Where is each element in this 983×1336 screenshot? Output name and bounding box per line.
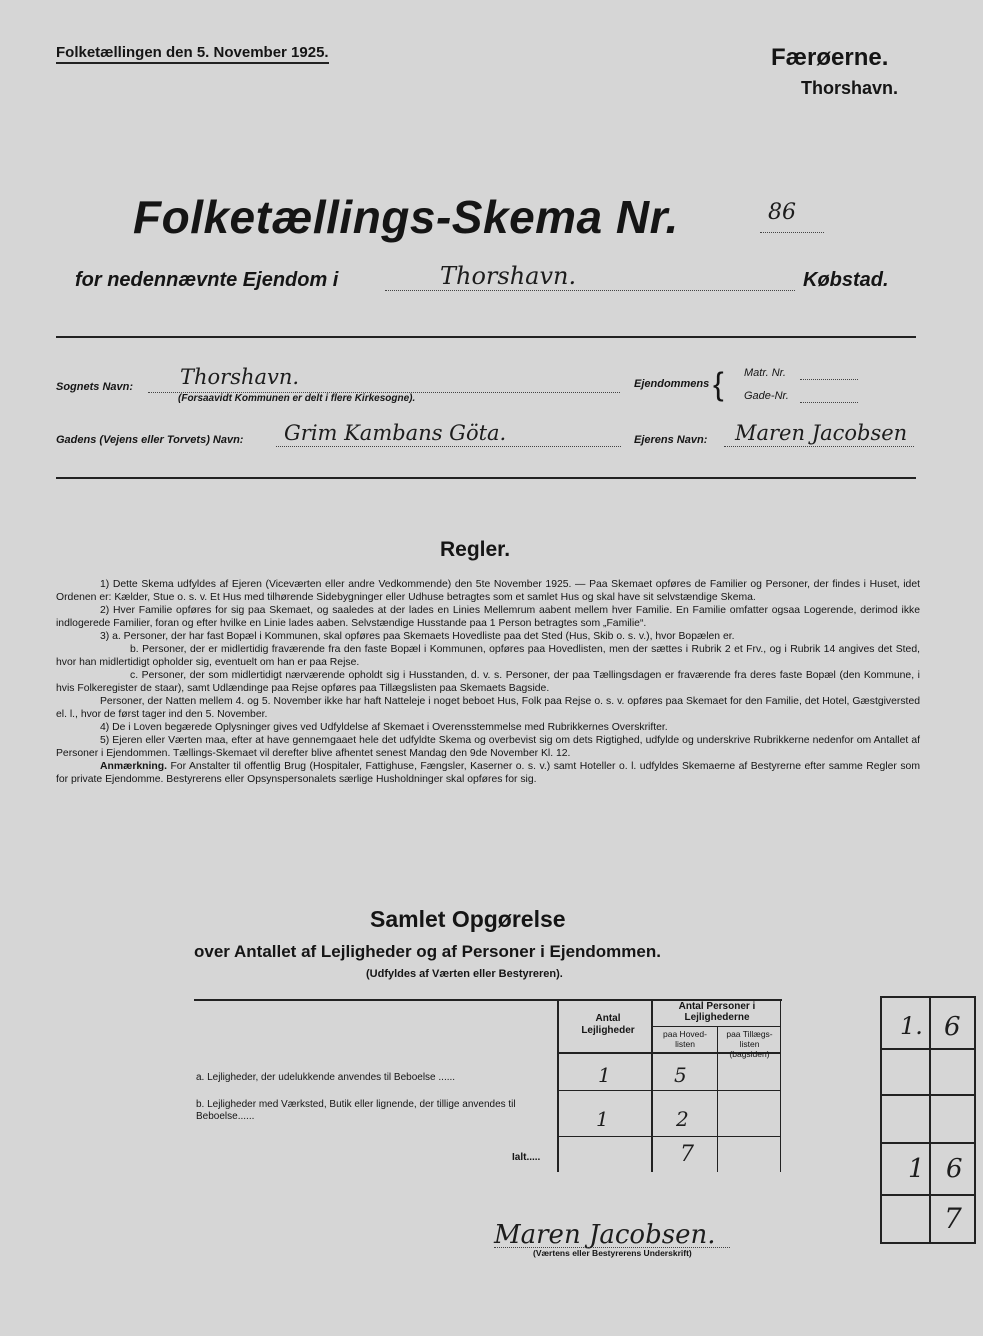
- owner-label: Ejerens Navn:: [634, 434, 708, 446]
- form-title: Folketællings-Skema Nr.: [133, 191, 679, 243]
- signature-value: Maren Jacobsen.: [494, 1220, 716, 1250]
- a-main-value: 5: [674, 1063, 687, 1087]
- table-header-sub-line: [653, 1026, 781, 1027]
- street-value: Grim Kambans Göta.: [284, 421, 507, 445]
- side-box-row-1: [880, 1048, 976, 1050]
- rule-3d: Personer, der Natten mellem 4. og 5. November ikke har haft Natteleje i noget beboet Hus, Folk paa Rejse o. s. v. opføres paa Skemaet for den Familie, det Hotel, Gæstgiversted el. l., hvor de først tager ind den 5. November.: [56, 696, 920, 720]
- col-main-header: paa Hoved-listen: [663, 1029, 707, 1049]
- subtitle-suffix: Købstad.: [803, 269, 889, 291]
- rule-4: 4) De i Loven begærede Oplysninger gives ved Udfyldelse af Skemaet i Overensstemmelse med Rubrikkernes Overskrifter.: [100, 722, 668, 733]
- side-value-2b: 6: [946, 1154, 963, 1184]
- matr-label: Matr. Nr.: [744, 367, 786, 379]
- side-value-1a: 1.: [900, 1012, 923, 1040]
- side-box-row-3: [880, 1142, 976, 1144]
- property-label: Ejendommens: [634, 378, 710, 390]
- table-col-divider-1: [557, 1000, 559, 1172]
- rule-2: 2) Hver Familie opføres for sig paa Skemaet, og saaledes at der lades en Linies Mellemrum aabent mellem hver Familie. En Familie omfatter ogsaa Logerende, derimod ikke indlogerede Familier, foran og efter hvilke en Linie lades aaben. Selvstændige Husstande paa 1 Person betragtes som „Familie“.: [56, 605, 920, 629]
- rules-heading: Regler.: [440, 538, 511, 561]
- rule-note: [56, 760, 920, 786]
- col-persons-header: Antal Personer i Lejlighederne: [678, 1001, 756, 1023]
- city-label: Thorshavn.: [801, 78, 899, 98]
- row-a-label: a. Lejligheder, der udelukkende anvendes til Beboelse ......: [196, 1072, 456, 1083]
- a-apartments-value: 1: [598, 1063, 611, 1087]
- b-apartments-value: 1: [596, 1107, 609, 1131]
- rule-1: 1) Dette Skema udfyldes af Ejeren (Viceværten eller andre Vedkommende) den 5te November 1925. — Paa Skemaet opføres de Familier og Personer, der findes i Huset, idet Ordenen er: Kælder, Stue o. s. v. Et Hus med tilhørende Sidebygninger eller Udhuse betragtes som et samlet Hus og skal have sit selvstændige Skema.: [56, 579, 920, 603]
- table-row-line-2: [557, 1136, 781, 1137]
- side-value-2a: 1: [908, 1154, 925, 1184]
- table-row-line-1: [557, 1090, 781, 1091]
- side-box-row-4: [880, 1194, 976, 1196]
- total-main-value: 7: [680, 1142, 694, 1167]
- col-supp-header: paa Tillægs-listen (bagsiden): [726, 1029, 773, 1059]
- place-line: [385, 290, 795, 291]
- side-value-1b: 6: [944, 1012, 961, 1042]
- separator-bottom: [56, 477, 916, 479]
- region-label: Færøerne.: [771, 44, 889, 71]
- side-box-row-2: [880, 1094, 976, 1096]
- side-box-col-divider: [929, 996, 931, 1244]
- separator-top: [56, 336, 916, 338]
- owner-value: Maren Jacobsen: [735, 421, 908, 445]
- parish-label: Sognets Navn:: [56, 381, 134, 393]
- rule-3c: c. Personer, der som midlertidigt nærværende opholdt sig i Husstanden, d. v. s. Personer, der paa Tællingsdagen er fraværende fra deres faste Bopæl (den Kommune, i hvis Folkeregister de staar), samt Udlændinge paa Rejse opføres paa Tillægslisten paa Skemaets Bagside.: [56, 670, 920, 694]
- b-main-value: 2: [676, 1107, 689, 1131]
- summary-subtitle: over Antallet af Lejligheder og af Personer i Ejendommen.: [194, 942, 661, 961]
- street-line: [276, 446, 621, 447]
- subtitle-prefix: for nedennævnte Ejendom i: [75, 269, 339, 291]
- gade-label: Gade-Nr.: [744, 390, 789, 402]
- table-col-divider-3: [717, 1026, 718, 1172]
- summary-title: Samlet Opgørelse: [370, 906, 566, 932]
- property-brace: {: [713, 366, 724, 402]
- rules-text: [56, 578, 920, 786]
- census-title: Folketællingen den 5. November 1925.: [56, 44, 329, 64]
- matr-line: [800, 379, 858, 380]
- form-number: 86: [768, 200, 796, 225]
- signature-label: (Værtens eller Bestyrerens Underskrift): [533, 1248, 692, 1258]
- row-b-label: b. Lejligheder med Værksted, Butik eller lignende, der tillige anvendes til Beboelse......: [196, 1099, 516, 1122]
- rule-note-text: For Anstalter til offentlig Brug (Hospitaler, Fattighuse, Fængsler, Kaserner o. s. v.) samt Hoteller o. l. udfyldes Skemaerne af Bestyrerne efter samme Regler som for private Ejendomme. Bestyrerens eller Opsynspersonalets særlige Husholdninger skal opføres for sig.: [56, 761, 920, 785]
- rule-3b: b. Personer, der er midlertidig fraværende fra den faste Bopæl i Kommunen, opføres paa Hovedlisten, men der sættes i Rubrik 2 et Frv., og i Rubrik 14 angives det Sted, hvor han midlertidigt opholder sig, eventuelt om han er paa Rejse.: [56, 644, 920, 668]
- parish-note: (Forsaavidt Kommunen er delt i flere Kirkesogne).: [178, 393, 416, 404]
- gade-line: [800, 402, 858, 403]
- total-label: Ialt.....: [512, 1152, 541, 1163]
- summary-note: (Udfyldes af Værten eller Bestyreren).: [366, 968, 563, 980]
- place-value: Thorshavn.: [440, 262, 577, 290]
- col-apartments-header: Antal Lejligheder: [581, 1013, 635, 1036]
- street-label: Gadens (Vejens eller Torvets) Navn:: [56, 434, 244, 446]
- rule-note-label: Anmærkning.: [100, 761, 167, 772]
- rule-3a: 3) a. Personer, der har fast Bopæl i Kommunen, skal opføres paa Skemaets Hovedliste paa det Sted (Hus, Skib o. s. v.), hvor Bopælen er.: [100, 631, 735, 642]
- rule-5: 5) Ejeren eller Værten maa, efter at have gennemgaaet hele det udfyldte Skema og overbevist sig om dets Rigtighed, udfylde og underskrive Rubrikkerne nedenfor om Antallet af Personer i Ejendommen. Tællings-Skemaet vil derefter blive afhentet senest Mandag den 9de November Kl. 12.: [56, 735, 920, 759]
- owner-line: [724, 446, 914, 447]
- side-value-total: 7: [944, 1202, 962, 1235]
- form-number-line: [760, 232, 824, 233]
- parish-value: Thorshavn.: [180, 365, 300, 389]
